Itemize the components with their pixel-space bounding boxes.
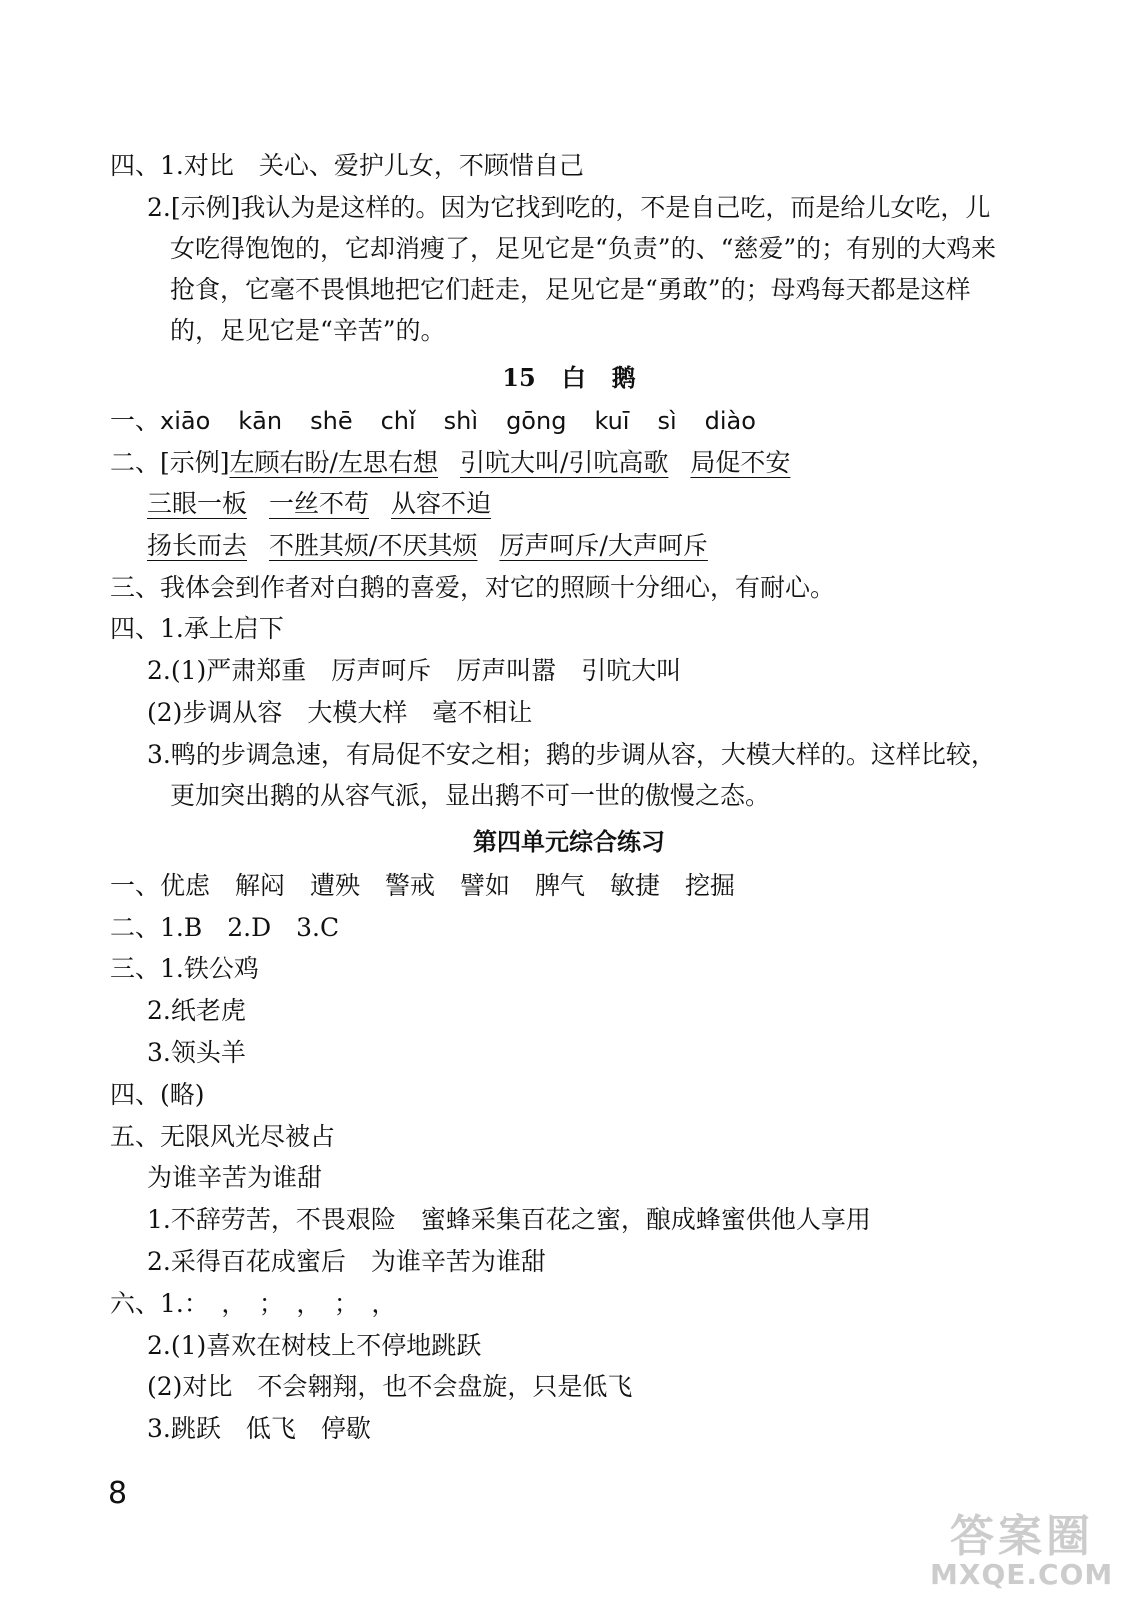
sec15-q2-line1 — [110, 447, 790, 479]
idiom-b1: 引吭大叫 — [459, 448, 560, 477]
unit4-q4: 四、(略) — [110, 1080, 205, 1109]
unit4-q6-2: 2.(1)喜欢在树枝上不停地跳跃 — [147, 1331, 482, 1360]
unit4-q3-2: 2.纸老虎 — [147, 996, 246, 1025]
section-15-number: 15 — [502, 363, 536, 392]
pinyin-item: shì — [443, 407, 479, 435]
idiom-d: 三眼一板 — [147, 489, 248, 518]
watermark-bottom-text: MXQE.COM — [930, 1558, 1114, 1591]
idiom-b2: /引吭高歌 — [559, 448, 669, 477]
sec15-q4-3-line1: 3.鸭的步调急速，有局促不安之相；鹅的步调从容，大模大样的。这样比较， — [147, 740, 996, 769]
sec15-q3: 三、我体会到作者对白鹅的喜爱，对它的照顾十分细心，有耐心。 — [110, 573, 836, 602]
pinyin-list — [160, 407, 784, 435]
page-number: 8 — [108, 1476, 128, 1511]
pinyin-item: kuī — [594, 407, 630, 435]
pinyin-item: chǐ — [380, 407, 416, 435]
prev-q4-2-line1: 2.[示例]我认为是这样的。因为它找到吃的，不是自己吃，而是给儿女吃，儿 — [147, 193, 991, 222]
idiom-c: 局促不安 — [690, 448, 791, 477]
unit4-q5-1: 1.不辞劳苦，不畏艰险 蜜蜂采集百花之蜜，酿成蜂蜜供他人享用 — [147, 1205, 871, 1234]
idiom-f: 从容不迫 — [391, 489, 492, 518]
prev-q4-2-line2: 女吃得饱饱的，它却消瘦了，足见它是“负责”的、“慈爱”的；有别的大鸡来 — [170, 234, 997, 263]
unit4-q5-a: 五、无限风光尽被占 — [110, 1122, 336, 1151]
idiom-a2: /左思右想 — [329, 448, 438, 477]
unit4-q6-1: 六、1.： ， ； ， ； ， — [110, 1289, 397, 1318]
pinyin-item: diào — [704, 407, 756, 435]
pinyin-item: sì — [657, 407, 677, 435]
idiom-e: 一丝不苟 — [269, 489, 370, 518]
idiom-g: 扬长而去 — [147, 531, 248, 560]
unit4-q3-3: 3.领头羊 — [147, 1038, 246, 1067]
watermark-logo — [930, 1500, 1130, 1592]
idiom-a1: 左顾右盼 — [229, 448, 330, 477]
idiom-i: 厉声呵斥/大声呵斥 — [499, 531, 708, 560]
section-15-title-char-2: 鹅 — [611, 363, 636, 392]
pinyin-item: gōng — [506, 407, 567, 435]
unit4-q2: 二、1.B 2.D 3.C — [110, 913, 340, 942]
idiom-h: 不胜其烦/不厌其烦 — [269, 531, 478, 560]
unit4-title: 第四单元综合练习 — [473, 827, 665, 856]
pinyin-item: xiāo — [160, 407, 211, 435]
section-15-title — [0, 362, 1138, 394]
sec15-q2-line2 — [147, 488, 491, 520]
unit4-q5-b: 为谁辛苦为谁甜 — [147, 1163, 323, 1192]
unit4-q1: 一、优虑 解闷 遭殃 警戒 譬如 脾气 敏捷 挖掘 — [110, 871, 736, 900]
section-15-title-char-1: 白 — [561, 363, 586, 392]
prev-q4-2-line4: 的，足见它是“辛苦”的。 — [170, 316, 446, 345]
sec15-q1-prefix: 一、 — [110, 406, 161, 435]
pinyin-item: shē — [310, 407, 353, 435]
unit4-q6-2b: (2)对比 不会翱翔，也不会盘旋，只是低飞 — [147, 1372, 633, 1401]
sec15-q4-3-line2: 更加突出鹅的从容气派，显出鹅不可一世的傲慢之态。 — [170, 781, 771, 810]
unit4-q5-2: 2.采得百花成蜜后 为谁辛苦为谁甜 — [147, 1247, 546, 1276]
sec15-q4-2: 2.(1)严肃郑重 厉声呵斥 厉声叫嚣 引吭大叫 — [147, 656, 682, 685]
watermark-top-text: 答案圈 — [950, 1511, 1094, 1562]
sec15-q4-2b: (2)步调从容 大模大样 毫不相让 — [147, 698, 533, 727]
sec15-q2-line3 — [147, 530, 708, 562]
sec15-q4-1: 四、1.承上启下 — [110, 614, 284, 643]
sec15-q2-prefix: 二、[示例] — [110, 448, 230, 477]
unit4-q6-3: 3.跳跃 低飞 停歇 — [147, 1414, 371, 1443]
unit4-q3-1: 三、1.铁公鸡 — [110, 954, 259, 983]
prev-q4-2-line3: 抢食，它毫不畏惧地把它们赶走，足见它是“勇敢”的；母鸡每天都是这样 — [170, 275, 971, 304]
prev-q4-1: 四、1.对比 关心、爱护儿女，不顾惜自己 — [110, 151, 584, 180]
sec15-q1 — [110, 405, 784, 437]
pinyin-item: kān — [238, 407, 283, 435]
